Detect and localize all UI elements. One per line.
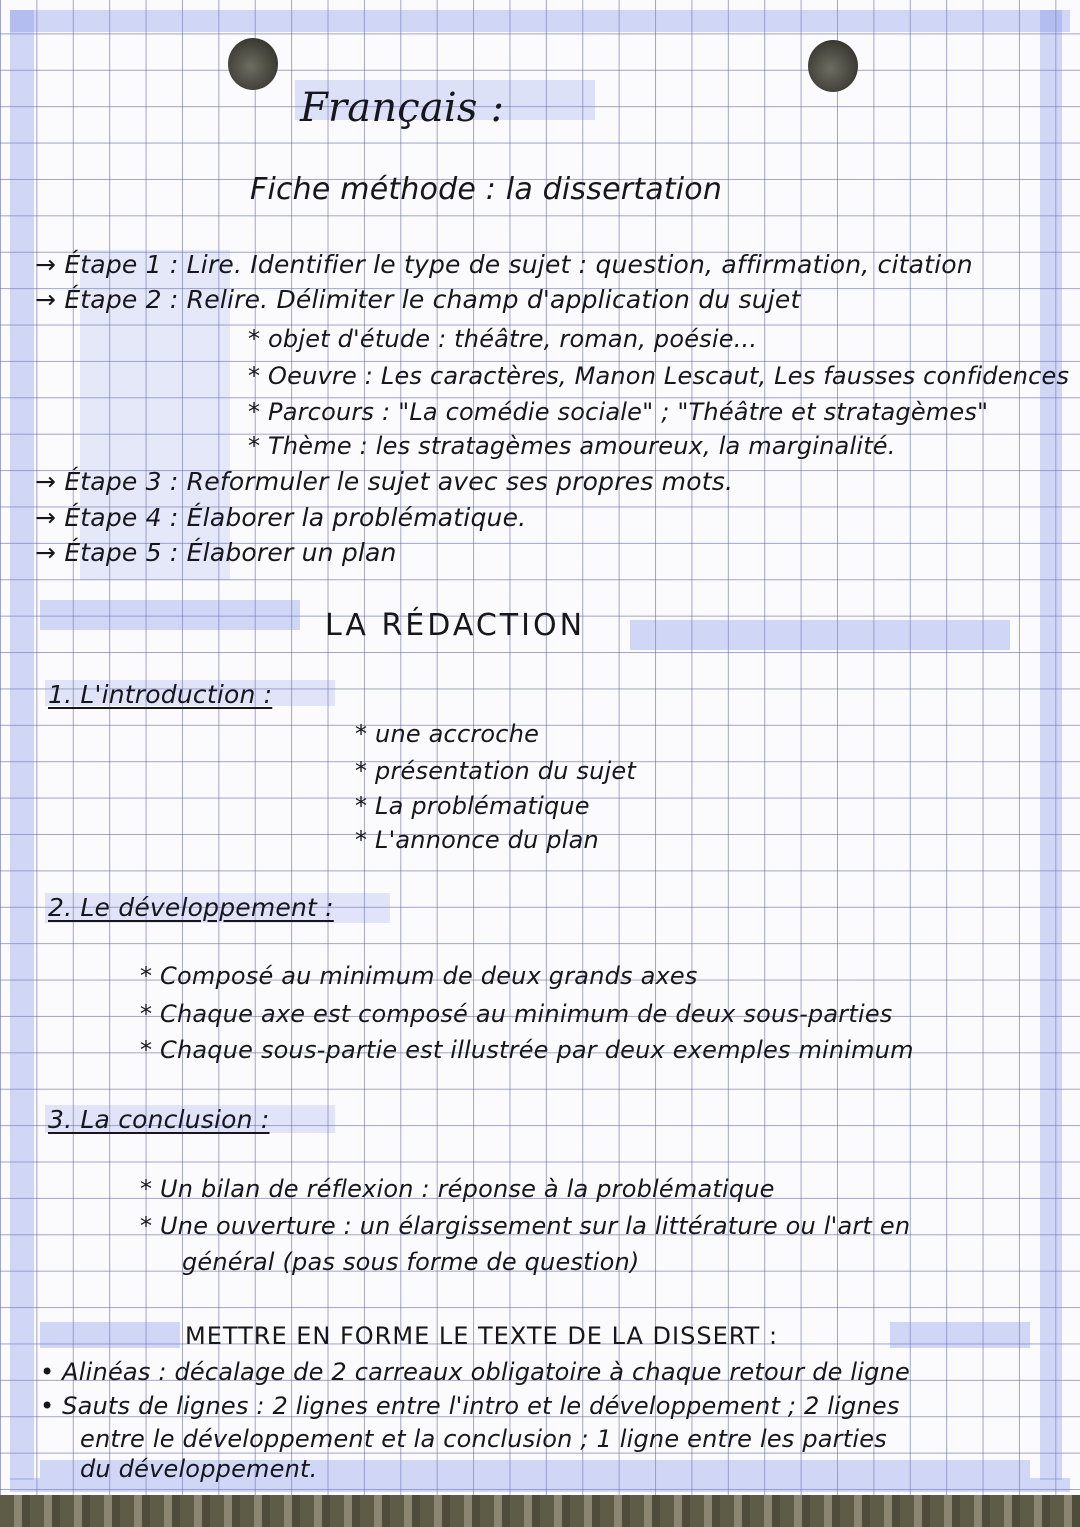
step-label: Étape 5 :	[64, 538, 179, 567]
arrow-icon: →	[35, 503, 57, 532]
page-title: Français :	[300, 85, 505, 131]
highlight-redaction-right	[630, 620, 1010, 650]
step2-detail: * Thème : les stratagèmes amoureux, la marginalité.	[248, 432, 896, 460]
highlight-right-border	[1040, 10, 1062, 1480]
step-label: Étape 1 :	[64, 250, 179, 279]
step2-detail: * objet d'étude : théâtre, roman, poésie...	[248, 325, 758, 353]
step-label: Étape 3 :	[64, 467, 179, 496]
step-3	[35, 467, 733, 496]
section-title-introduction: 1. L'introduction :	[48, 680, 273, 709]
step-label: Étape 4 :	[64, 503, 179, 532]
intro-item: * L'annonce du plan	[355, 826, 599, 854]
step-text: Relire. Délimiter le champ d'application du sujet	[186, 285, 801, 314]
section-heading-formatting: METTRE EN FORME LE TEXTE DE LA DISSERT :	[185, 1322, 779, 1350]
dev-item: * Chaque sous-partie est illustrée par deux exemples minimum	[140, 1036, 914, 1064]
highlight-format-right	[890, 1322, 1030, 1348]
binder-hole-left	[228, 38, 278, 90]
step-text: Lire. Identifier le type de sujet : question, affirmation, citation	[186, 250, 973, 279]
table-surface	[0, 1495, 1080, 1527]
highlight-left-border	[10, 10, 34, 1480]
highlight-format-left	[40, 1322, 180, 1348]
step-2	[35, 285, 801, 314]
step-4	[35, 503, 526, 532]
step2-detail: * Parcours : "La comédie sociale" ; "Théâtre et stratagèmes"	[248, 398, 989, 426]
section-title-conclusion: 3. La conclusion :	[48, 1105, 270, 1134]
highlight-redaction-left	[40, 600, 300, 630]
page-subtitle: Fiche méthode : la dissertation	[250, 172, 723, 207]
section-title-developpement: 2. Le développement :	[48, 893, 334, 922]
intro-item: * présentation du sujet	[355, 757, 636, 785]
highlight-top-border	[10, 10, 1070, 32]
formatting-bullet-cont: du développement.	[80, 1455, 318, 1483]
formatting-bullet: • Sauts de lignes : 2 lignes entre l'intro et le développement ; 2 lignes	[40, 1392, 900, 1420]
step-text: Élaborer un plan	[186, 538, 397, 567]
step2-detail: * Oeuvre : Les caractères, Manon Lescaut, Les fausses confidences	[248, 362, 1070, 390]
formatting-bullet-cont: entre le développement et la conclusion ; 1 ligne entre les parties	[80, 1425, 887, 1453]
step-1	[35, 250, 973, 279]
conclusion-item: * Une ouverture : un élargissement sur la littérature ou l'art en	[140, 1212, 911, 1240]
intro-item: * La problématique	[355, 792, 590, 820]
arrow-icon: →	[35, 285, 57, 314]
step-5	[35, 538, 397, 567]
formatting-bullet: • Alinéas : décalage de 2 carreaux obligatoire à chaque retour de ligne	[40, 1358, 910, 1386]
binder-hole-right	[808, 40, 858, 92]
dev-item: * Chaque axe est composé au minimum de deux sous-parties	[140, 1000, 893, 1028]
intro-item: * une accroche	[355, 720, 540, 748]
arrow-icon: →	[35, 467, 57, 496]
conclusion-item: général (pas sous forme de question)	[182, 1248, 640, 1276]
step-text: Reformuler le sujet avec ses propres mots.	[186, 467, 734, 496]
arrow-icon: →	[35, 250, 57, 279]
conclusion-item: * Un bilan de réflexion : réponse à la problématique	[140, 1175, 775, 1203]
step-label: Étape 2 :	[64, 285, 179, 314]
section-heading-redaction: LA RÉDACTION	[325, 608, 586, 643]
dev-item: * Composé au minimum de deux grands axes	[140, 962, 698, 990]
step-text: Élaborer la problématique.	[186, 503, 527, 532]
arrow-icon: →	[35, 538, 57, 567]
